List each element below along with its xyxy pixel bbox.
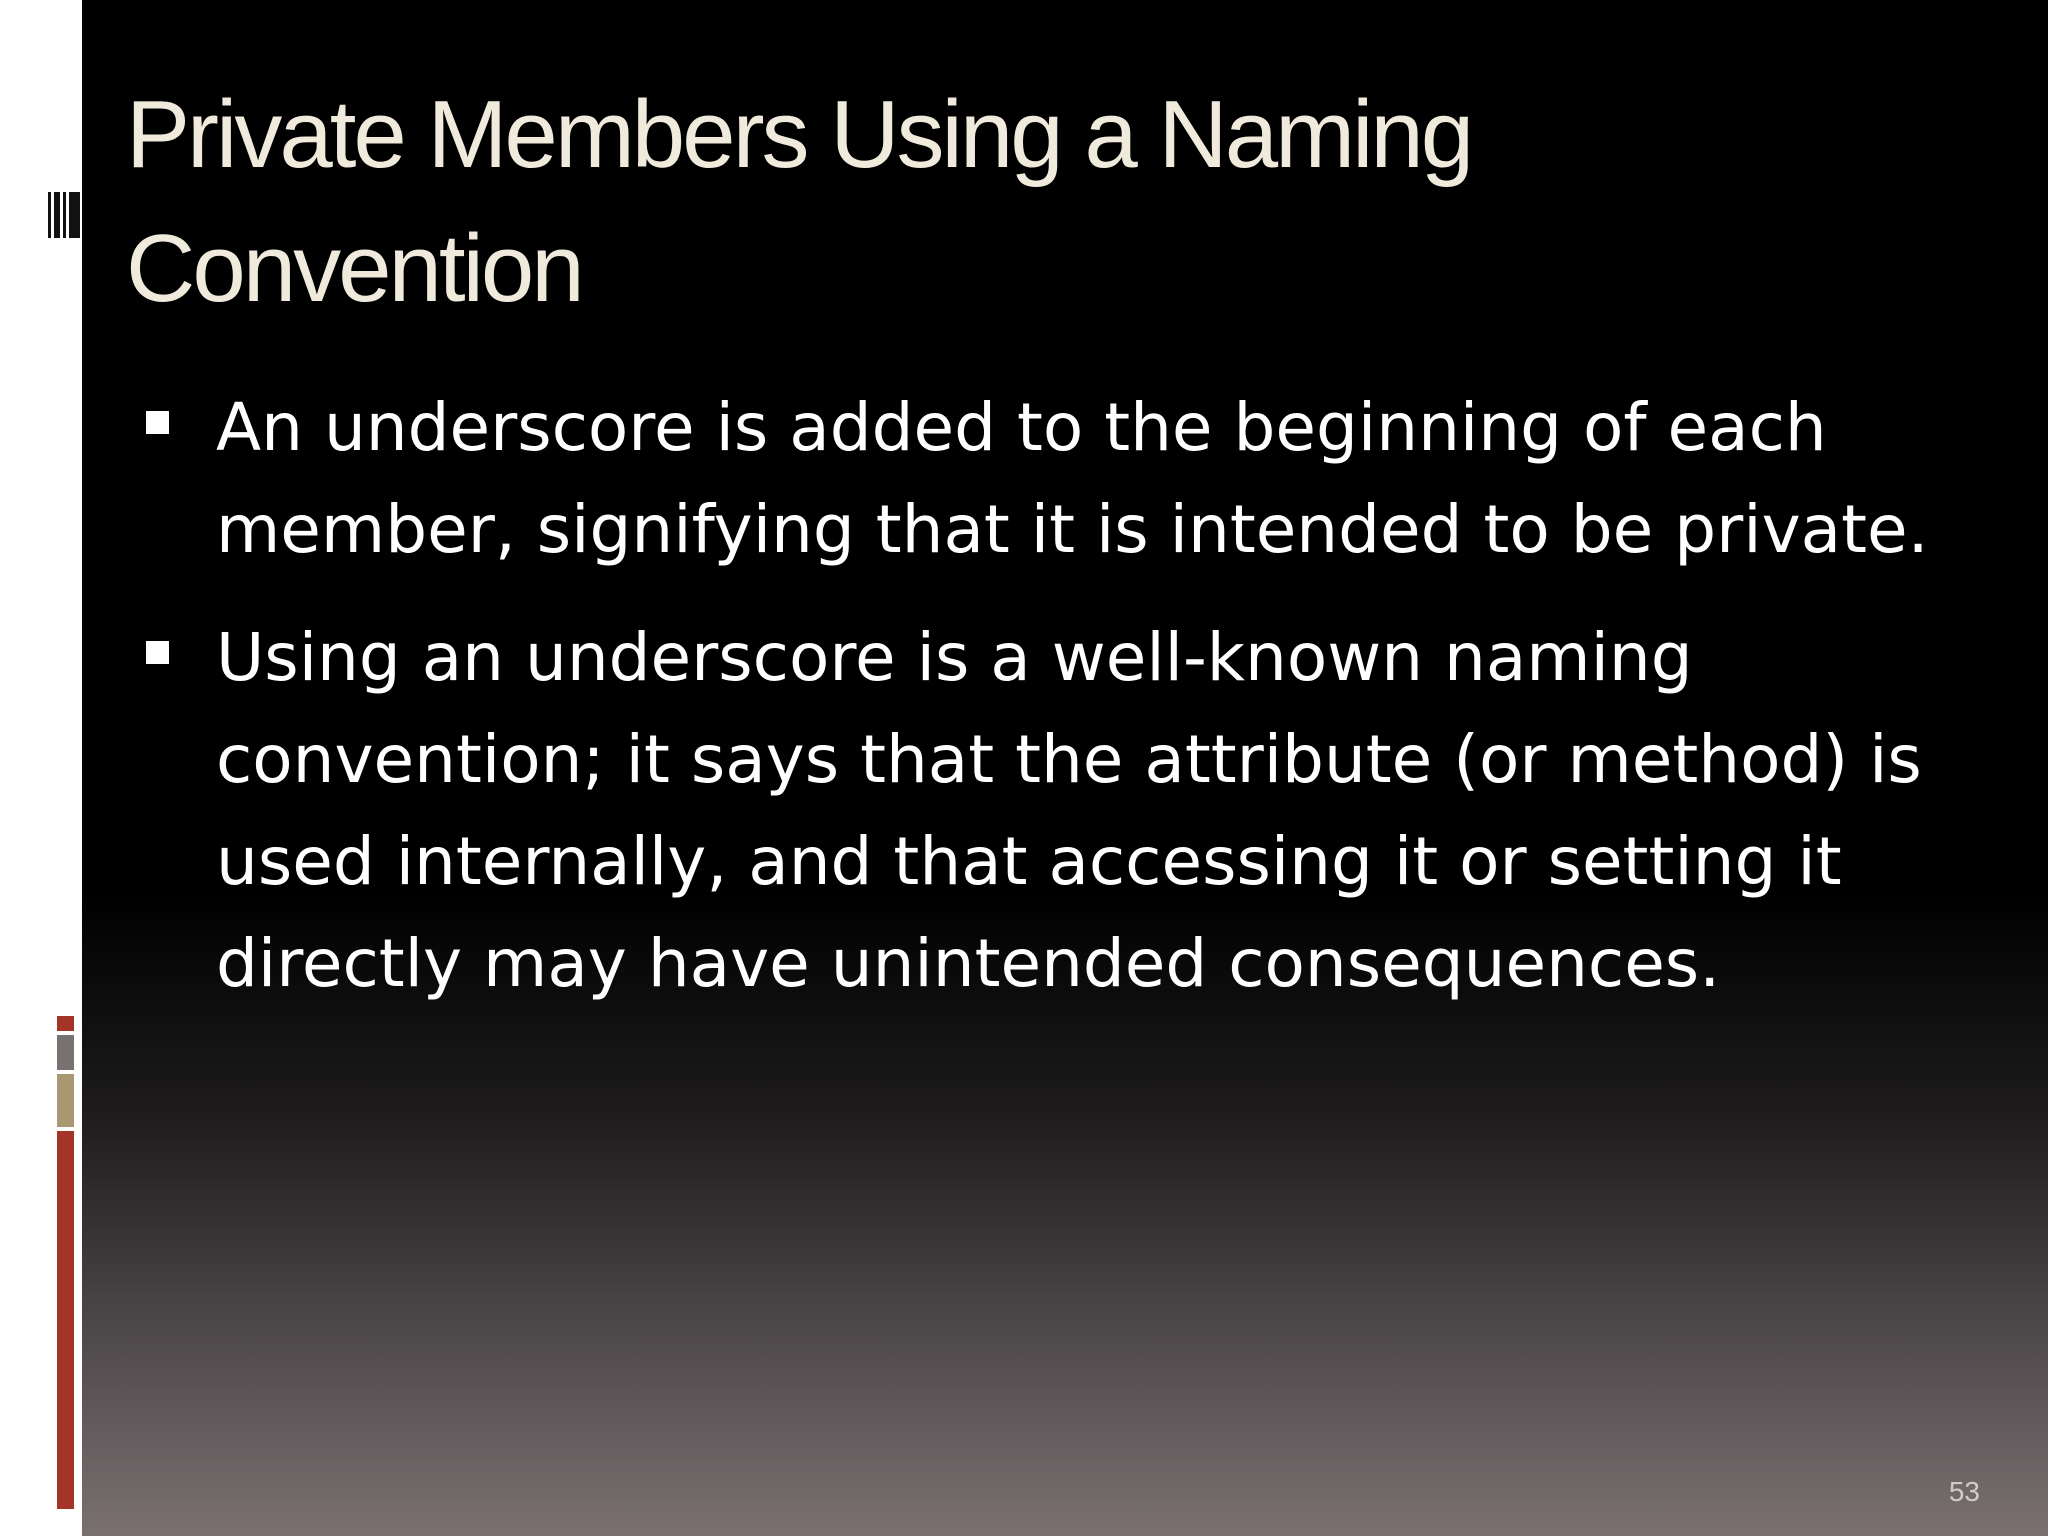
slide-title: Private Members Using a Naming Convention (126, 81, 1472, 322)
slide-page-number: 53 (1948, 1476, 1980, 1507)
square-bullet-icon (146, 641, 169, 664)
bullet-text: An underscore is added to the beginning of each member, signifying that it is intended to be private. (216, 389, 1929, 568)
square-bullet-icon (146, 411, 169, 434)
bullet-item (216, 377, 1936, 581)
bullet-item (216, 607, 1936, 1015)
bullet-text: Using an underscore is a well-known naming convention; it says that the attribute (or method) is used internally, and that accessing it or setting it directly may have unintended consequences. (216, 619, 1922, 1002)
bullet-list (216, 377, 1936, 1041)
